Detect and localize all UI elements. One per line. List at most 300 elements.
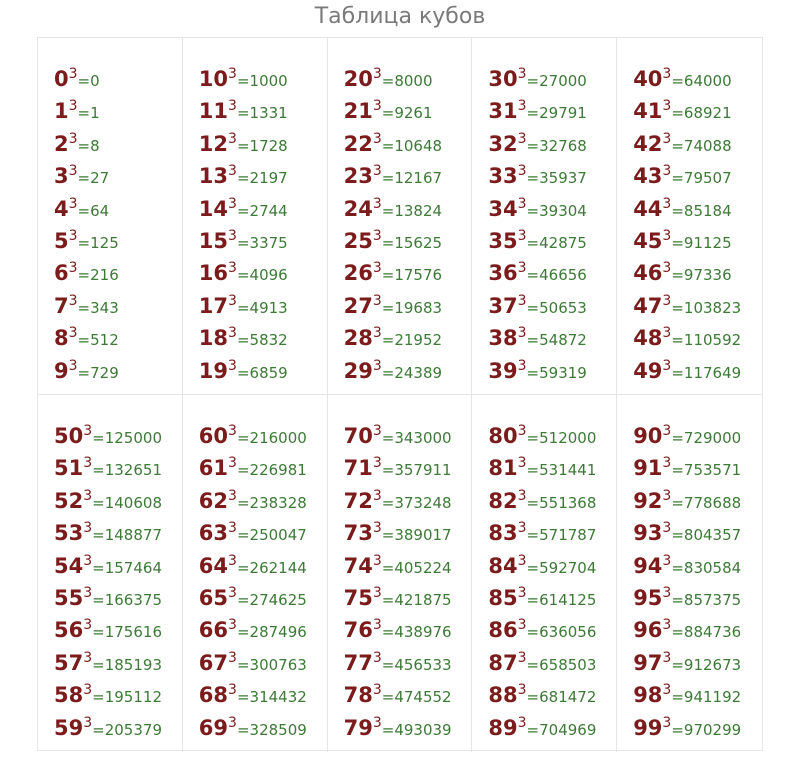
cube-exponent: 3 <box>228 714 237 731</box>
cube-base: 54 <box>54 553 84 578</box>
cube-entry <box>199 480 327 512</box>
cube-entry <box>344 188 472 220</box>
cube-entry <box>199 90 327 122</box>
table-cell <box>617 38 762 395</box>
cube-entry <box>633 123 762 155</box>
cube-base: 21 <box>343 99 373 124</box>
cube-result: =314432 <box>236 688 307 707</box>
cube-exponent: 3 <box>662 98 672 115</box>
cube-entry <box>488 188 616 220</box>
cube-entry <box>54 252 182 284</box>
cube-base: 13 <box>198 164 229 189</box>
cube-result: =216000 <box>236 429 307 447</box>
cube-entry <box>344 252 472 284</box>
table-cell <box>328 395 473 752</box>
cube-result: =64 <box>77 201 110 220</box>
cube-base: 81 <box>488 456 518 481</box>
cube-entry <box>54 609 182 641</box>
cube-entry <box>488 415 616 447</box>
cube-entry <box>54 155 182 187</box>
cube-exponent: 3 <box>228 130 237 147</box>
cube-result: =614125 <box>526 590 597 609</box>
cube-entry <box>54 577 182 609</box>
cube-result: =421875 <box>381 590 452 609</box>
cube-entry <box>488 58 616 90</box>
cube-result: =103823 <box>671 298 742 317</box>
cube-base: 12 <box>198 131 229 156</box>
cube-entry <box>488 480 616 512</box>
cube-exponent: 3 <box>517 163 527 180</box>
cube-result: =166375 <box>92 590 162 609</box>
cube-base: 6 <box>54 261 69 286</box>
cube-exponent: 3 <box>228 325 237 342</box>
cube-base: 49 <box>633 358 663 383</box>
cube-exponent: 3 <box>83 455 93 472</box>
cube-exponent: 3 <box>517 455 527 472</box>
cube-exponent: 3 <box>372 487 382 504</box>
cube-result: =195112 <box>92 688 162 707</box>
cube-result: =571787 <box>526 526 597 545</box>
cube-result: =2744 <box>236 201 288 220</box>
cube-base: 15 <box>198 228 229 253</box>
cube-base: 30 <box>488 67 518 91</box>
cube-base: 60 <box>198 424 229 448</box>
cube-exponent: 3 <box>68 260 78 277</box>
cube-exponent: 3 <box>68 292 78 309</box>
cube-entry <box>488 512 616 544</box>
cube-exponent: 3 <box>372 227 382 244</box>
cube-entry <box>488 545 616 577</box>
cube-entry <box>633 90 762 122</box>
cube-base: 97 <box>633 650 663 675</box>
page-title: Таблица кубов <box>314 4 486 29</box>
cube-base: 59 <box>54 715 84 740</box>
cube-result: =1 <box>77 104 100 123</box>
cube-entry <box>488 577 616 609</box>
cube-exponent: 3 <box>83 649 93 666</box>
cube-result: =238328 <box>236 493 307 512</box>
cube-entry <box>488 707 616 739</box>
cube-exponent: 3 <box>83 584 93 601</box>
cube-base: 32 <box>488 131 518 156</box>
cube-entry <box>633 707 762 739</box>
cube-result: =97336 <box>671 266 732 285</box>
cube-base: 42 <box>633 131 663 156</box>
cube-exponent: 3 <box>517 584 527 601</box>
cube-result: =3375 <box>236 233 288 252</box>
cube-base: 40 <box>633 67 663 91</box>
cube-entry <box>344 674 472 706</box>
cube-exponent: 3 <box>517 552 527 569</box>
cube-entry <box>344 415 472 447</box>
cube-entry <box>344 155 472 187</box>
cube-result: =681472 <box>526 688 597 707</box>
cube-base: 23 <box>343 164 373 189</box>
cube-result: =373248 <box>381 493 452 512</box>
cube-base: 99 <box>633 715 663 740</box>
cube-base: 91 <box>633 456 663 481</box>
cube-entry <box>199 123 327 155</box>
cube-base: 78 <box>343 683 373 708</box>
cube-entry <box>199 317 327 349</box>
cube-entry <box>633 545 762 577</box>
cube-result: =0 <box>77 72 100 90</box>
cube-entry <box>633 415 762 447</box>
cube-entry <box>199 447 327 479</box>
cube-result: =493039 <box>381 720 452 739</box>
cube-exponent: 3 <box>228 682 237 699</box>
cube-base: 20 <box>343 67 373 91</box>
cube-entry <box>199 707 327 739</box>
cube-result: =405224 <box>381 558 452 577</box>
cube-entry <box>54 707 182 739</box>
cube-base: 92 <box>633 488 663 513</box>
cube-base: 7 <box>54 293 69 318</box>
cube-result: =250047 <box>236 526 307 545</box>
cube-entry <box>199 545 327 577</box>
cube-exponent: 3 <box>517 520 527 537</box>
cube-exponent: 3 <box>662 163 672 180</box>
cube-entry <box>344 90 472 122</box>
cube-exponent: 3 <box>372 130 382 147</box>
cube-base: 28 <box>343 326 373 351</box>
cube-exponent: 3 <box>517 130 527 147</box>
cube-result: =658503 <box>526 655 597 674</box>
cube-result: =39304 <box>526 201 587 220</box>
cube-base: 69 <box>198 715 229 740</box>
cube-exponent: 3 <box>372 455 382 472</box>
cube-exponent: 3 <box>372 195 382 212</box>
cube-exponent: 3 <box>228 520 237 537</box>
cube-entry <box>54 480 182 512</box>
cube-result: =79507 <box>671 169 732 188</box>
cube-exponent: 3 <box>662 714 672 731</box>
cube-exponent: 3 <box>83 714 93 731</box>
cube-exponent: 3 <box>662 227 672 244</box>
cube-entry <box>633 512 762 544</box>
cube-exponent: 3 <box>662 584 672 601</box>
cube-result: =4913 <box>236 298 288 317</box>
table-cell <box>183 395 328 752</box>
cube-result: =10648 <box>381 136 443 155</box>
cube-exponent: 3 <box>228 487 237 504</box>
cube-exponent: 3 <box>662 325 672 342</box>
cube-result: =216 <box>77 266 119 285</box>
cube-entry <box>488 447 616 479</box>
cube-entry <box>54 642 182 674</box>
cube-result: =1728 <box>236 136 288 155</box>
cube-result: =110592 <box>671 331 742 350</box>
cube-entry <box>488 220 616 252</box>
cube-exponent: 3 <box>228 227 237 244</box>
cube-exponent: 3 <box>372 649 382 666</box>
cube-entry <box>344 480 472 512</box>
cube-base: 80 <box>488 424 518 448</box>
cube-entry <box>344 317 472 349</box>
cube-result: =27000 <box>526 72 587 90</box>
cube-base: 70 <box>343 424 373 448</box>
cube-exponent: 3 <box>228 195 237 212</box>
cube-result: =205379 <box>92 720 162 739</box>
cube-base: 68 <box>198 683 229 708</box>
cube-entry <box>199 415 327 447</box>
cube-base: 47 <box>633 293 663 318</box>
table-cell <box>183 38 328 395</box>
cube-exponent: 3 <box>372 260 382 277</box>
cube-base: 38 <box>488 326 518 351</box>
cube-entry <box>54 188 182 220</box>
cube-exponent: 3 <box>68 130 78 147</box>
cube-entry <box>54 350 182 382</box>
cube-entry <box>488 674 616 706</box>
cube-base: 71 <box>343 456 373 481</box>
cube-result: =29791 <box>526 104 587 123</box>
cube-result: =6859 <box>236 363 288 382</box>
cube-result: =912673 <box>671 655 742 674</box>
cube-base: 17 <box>198 293 229 318</box>
cube-result: =91125 <box>671 233 732 252</box>
cube-entry <box>199 642 327 674</box>
cube-base: 95 <box>633 585 663 610</box>
cube-exponent: 3 <box>68 357 78 374</box>
cube-result: =262144 <box>236 558 307 577</box>
cube-entry <box>54 90 182 122</box>
cube-exponent: 3 <box>372 357 382 374</box>
cube-result: =512000 <box>526 429 597 447</box>
cube-base: 22 <box>343 131 373 156</box>
cube-exponent: 3 <box>517 66 527 82</box>
cube-result: =5832 <box>236 331 288 350</box>
cube-result: =389017 <box>381 526 452 545</box>
cube-result: =551368 <box>526 493 597 512</box>
cube-base: 25 <box>343 228 373 253</box>
cube-entry <box>199 58 327 90</box>
cube-base: 90 <box>633 424 663 448</box>
cube-base: 31 <box>488 99 518 124</box>
cube-exponent: 3 <box>517 325 527 342</box>
cube-entry <box>633 674 762 706</box>
cube-exponent: 3 <box>228 66 237 82</box>
cube-base: 3 <box>54 164 69 189</box>
cube-exponent: 3 <box>662 423 672 439</box>
cube-entry <box>199 674 327 706</box>
cube-exponent: 3 <box>228 357 237 374</box>
cube-entry <box>633 577 762 609</box>
cube-result: =27 <box>77 169 110 188</box>
cube-result: =21952 <box>381 331 443 350</box>
cube-result: =884736 <box>671 623 742 642</box>
cube-entry <box>199 577 327 609</box>
cube-base: 44 <box>633 196 663 221</box>
cube-entry <box>488 350 616 382</box>
cube-base: 98 <box>633 683 663 708</box>
cube-exponent: 3 <box>372 98 382 115</box>
cube-result: =830584 <box>671 558 742 577</box>
cube-entry <box>633 285 762 317</box>
cube-base: 29 <box>343 358 373 383</box>
cube-base: 62 <box>198 488 229 513</box>
cube-base: 4 <box>54 196 69 221</box>
cube-entry <box>633 642 762 674</box>
cube-base: 76 <box>343 618 373 643</box>
cube-base: 26 <box>343 261 373 286</box>
cube-exponent: 3 <box>83 423 93 439</box>
cube-entry <box>54 674 182 706</box>
cube-result: =32768 <box>526 136 587 155</box>
cube-base: 1 <box>54 99 69 124</box>
cube-result: =15625 <box>381 233 443 252</box>
cube-result: =512 <box>77 331 119 350</box>
cube-base: 57 <box>54 650 84 675</box>
cube-result: =24389 <box>381 363 443 382</box>
cube-result: =704969 <box>526 720 597 739</box>
cube-result: =157464 <box>92 558 162 577</box>
cube-result: =85184 <box>671 201 732 220</box>
cube-exponent: 3 <box>228 423 237 439</box>
cube-result: =125000 <box>92 429 162 447</box>
cube-base: 35 <box>488 228 518 253</box>
cube-exponent: 3 <box>662 455 672 472</box>
cube-entry <box>488 317 616 349</box>
cube-result: =125 <box>77 233 119 252</box>
cube-base: 63 <box>198 521 229 546</box>
cube-base: 52 <box>54 488 84 513</box>
cube-base: 48 <box>633 326 663 351</box>
cube-entry <box>54 317 182 349</box>
cube-exponent: 3 <box>228 649 237 666</box>
cube-exponent: 3 <box>228 98 237 115</box>
cube-exponent: 3 <box>662 195 672 212</box>
cube-exponent: 3 <box>372 325 382 342</box>
cube-result: =592704 <box>526 558 597 577</box>
table-cell <box>472 395 617 752</box>
cube-exponent: 3 <box>517 423 527 439</box>
cube-result: =531441 <box>526 461 597 480</box>
cube-result: =343 <box>77 298 119 317</box>
cube-exponent: 3 <box>68 325 78 342</box>
cube-base: 84 <box>488 553 518 578</box>
cube-entry <box>633 252 762 284</box>
cube-result: =438976 <box>381 623 452 642</box>
cube-base: 93 <box>633 521 663 546</box>
cube-result: =13824 <box>381 201 443 220</box>
cube-exponent: 3 <box>68 98 78 115</box>
cube-base: 50 <box>54 424 84 448</box>
cube-exponent: 3 <box>228 552 237 569</box>
cube-result: =2197 <box>236 169 288 188</box>
cube-exponent: 3 <box>228 260 237 277</box>
cube-result: =328509 <box>236 720 307 739</box>
table-cell <box>38 38 183 395</box>
cube-exponent: 3 <box>517 98 527 115</box>
cube-result: =970299 <box>671 720 742 739</box>
cube-exponent: 3 <box>83 552 93 569</box>
table-cell <box>472 38 617 395</box>
cube-result: =1000 <box>236 72 288 90</box>
cube-base: 87 <box>488 650 518 675</box>
cube-base: 43 <box>633 164 663 189</box>
cube-entry <box>488 123 616 155</box>
cube-result: =729000 <box>671 429 742 447</box>
cube-exponent: 3 <box>662 292 672 309</box>
cube-exponent: 3 <box>372 714 382 731</box>
cube-exponent: 3 <box>228 292 237 309</box>
cube-result: =753571 <box>671 461 742 480</box>
table-cell <box>38 395 183 752</box>
cube-exponent: 3 <box>662 130 672 147</box>
table-cell <box>617 395 762 752</box>
cube-base: 19 <box>198 358 229 383</box>
cube-base: 18 <box>198 326 229 351</box>
cube-entry <box>54 58 182 90</box>
cube-entry <box>488 609 616 641</box>
cube-base: 96 <box>633 618 663 643</box>
cube-result: =857375 <box>671 590 742 609</box>
cube-base: 79 <box>343 715 373 740</box>
cube-base: 24 <box>343 196 373 221</box>
cube-exponent: 3 <box>662 552 672 569</box>
cube-exponent: 3 <box>517 357 527 374</box>
cube-entry <box>488 285 616 317</box>
cube-entry <box>344 220 472 252</box>
cube-base: 61 <box>198 456 229 481</box>
cube-entry <box>488 155 616 187</box>
cube-base: 64 <box>198 553 229 578</box>
cube-entry <box>488 252 616 284</box>
cube-exponent: 3 <box>517 292 527 309</box>
cube-exponent: 3 <box>372 163 382 180</box>
cube-entry <box>199 512 327 544</box>
cube-entry <box>199 220 327 252</box>
cube-entry <box>54 285 182 317</box>
cube-exponent: 3 <box>372 552 382 569</box>
cube-exponent: 3 <box>372 292 382 309</box>
cube-base: 9 <box>54 358 69 383</box>
cube-base: 85 <box>488 585 518 610</box>
cube-entry <box>199 350 327 382</box>
cube-exponent: 3 <box>517 682 527 699</box>
cube-base: 51 <box>54 456 84 481</box>
cube-exponent: 3 <box>662 260 672 277</box>
cube-base: 77 <box>343 650 373 675</box>
cube-entry <box>488 90 616 122</box>
cube-result: =132651 <box>92 461 162 480</box>
cube-base: 74 <box>343 553 373 578</box>
cube-base: 10 <box>198 67 229 91</box>
cube-entry <box>344 577 472 609</box>
cube-result: =8000 <box>381 72 433 90</box>
cube-exponent: 3 <box>662 66 672 82</box>
cube-exponent: 3 <box>662 649 672 666</box>
cube-result: =778688 <box>671 493 742 512</box>
cube-exponent: 3 <box>83 520 93 537</box>
table-cell <box>328 38 473 395</box>
cube-entry <box>488 642 616 674</box>
cube-base: 53 <box>54 521 84 546</box>
cube-entry <box>633 609 762 641</box>
cube-result: =804357 <box>671 526 742 545</box>
cube-exponent: 3 <box>517 227 527 244</box>
cube-exponent: 3 <box>517 487 527 504</box>
cube-result: =300763 <box>236 655 307 674</box>
cube-entry <box>344 642 472 674</box>
cube-base: 45 <box>633 228 663 253</box>
cube-entry <box>633 317 762 349</box>
cube-base: 16 <box>198 261 229 286</box>
cube-exponent: 3 <box>372 584 382 601</box>
cube-entry <box>54 512 182 544</box>
cube-exponent: 3 <box>228 617 237 634</box>
